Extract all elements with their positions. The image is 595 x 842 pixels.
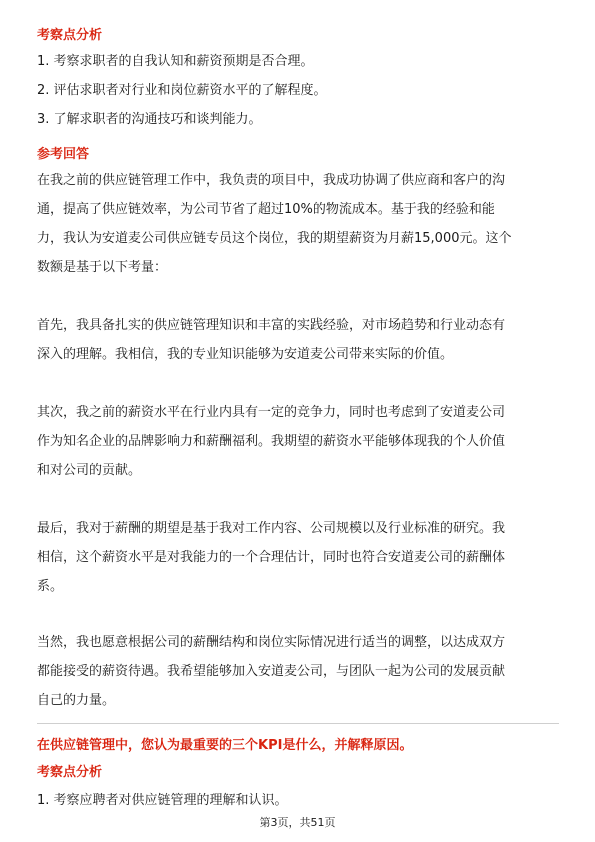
section-heading-analysis-2: 考察点分析 [37, 765, 103, 780]
answer-line: 通，提高了供应链效率，为公司节省了超过10%的物流成本。基于我的经验和能 [37, 202, 495, 217]
answer-line: 在我之前的供应链管理工作中，我负责的项目中，我成功协调了供应商和客户的沟 [37, 173, 506, 188]
answer-line: 其次，我之前的薪资水平在行业内具有一定的竞争力，同时也考虑到了安道麦公司 [37, 405, 506, 420]
analysis-point: 3. 了解求职者的沟通技巧和谈判能力。 [37, 112, 262, 127]
answer-line: 最后，我对于薪酬的期望是基于我对工作内容、公司规模以及行业标准的研究。我 [37, 521, 506, 536]
answer-line: 相信，这个薪资水平是对我能力的一个合理估计，同时也符合安道麦公司的薪酬体 [37, 550, 506, 565]
answer-line: 都能接受的薪资待遇。我希望能够加入安道麦公司，与团队一起为公司的发展贡献 [37, 664, 506, 679]
answer-line: 力，我认为安道麦公司供应链专员这个岗位，我的期望薪资为月薪15,000元。这个 [37, 231, 512, 246]
analysis-point: 2. 评估求职者对行业和岗位薪资水平的了解程度。 [37, 83, 327, 98]
answer-line: 作为知名企业的品牌影响力和薪酬福利。我期望的薪资水平能够体现我的个人价值 [37, 434, 506, 449]
analysis-point: 1. 考察求职者的自我认知和薪资预期是否合理。 [37, 54, 314, 69]
answer-line: 自己的力量。 [37, 693, 116, 708]
answer-line: 首先，我具备扎实的供应链管理知识和丰富的实践经验，对市场趋势和行业动态有 [37, 318, 506, 333]
answer-line: 数额是基于以下考量： [37, 260, 168, 275]
page-number: 第3页，共51页 [259, 816, 336, 829]
question-title: 在供应链管理中，您认为最重要的三个KPI是什么，并解释原因。 [37, 738, 413, 753]
answer-line: 当然，我也愿意根据公司的薪酬结构和岗位实际情况进行适当的调整，以达成双方 [37, 635, 506, 650]
answer-line: 系。 [37, 579, 64, 594]
section-divider [37, 723, 559, 724]
section-heading-analysis: 考察点分析 [37, 28, 103, 43]
analysis-point: 1. 考察应聘者对供应链管理的理解和认识。 [37, 793, 288, 808]
answer-line: 深入的理解。我相信，我的专业知识能够为安道麦公司带来实际的价值。 [37, 347, 454, 362]
section-heading-answer: 参考回答 [37, 147, 90, 162]
answer-line: 和对公司的贡献。 [37, 463, 142, 478]
